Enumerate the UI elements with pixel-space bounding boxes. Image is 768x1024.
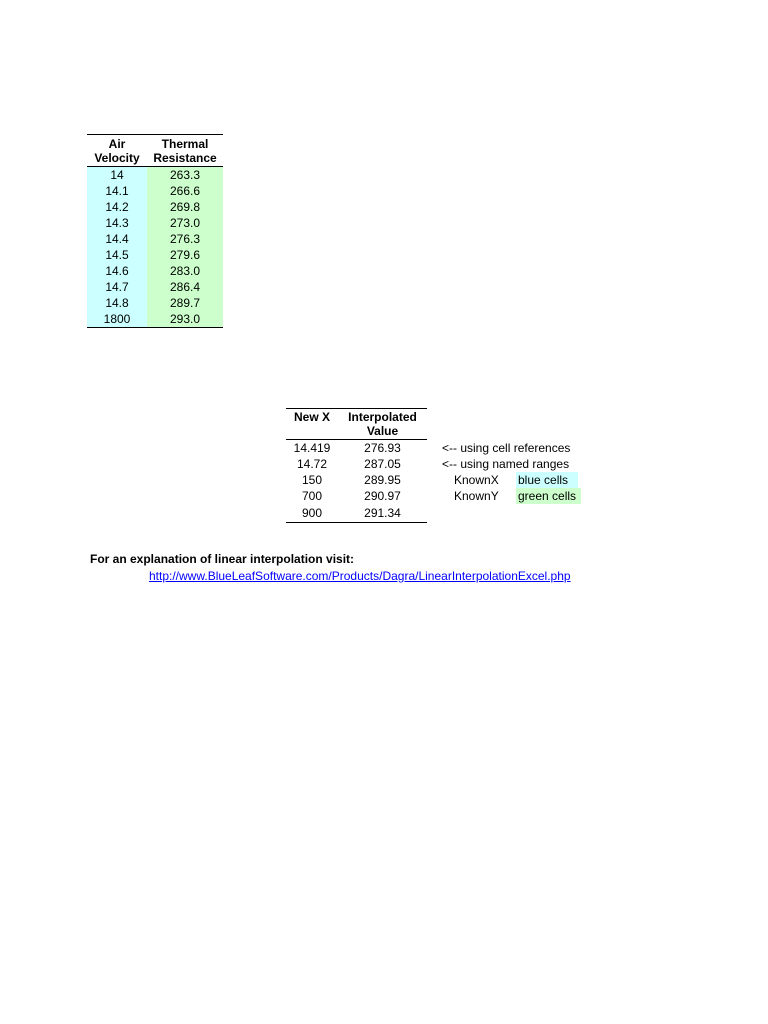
header-new-x-label: New X bbox=[293, 410, 330, 424]
green-cells-swatch: green cells bbox=[516, 488, 581, 504]
header-air-velocity-line2: Velocity bbox=[94, 151, 140, 165]
explanation-text: For an explanation of linear interpolation visit: bbox=[90, 552, 355, 566]
interpolation-link[interactable]: http://www.BlueLeafSoftware.com/Products/Dagra/LinearInterpolationExcel.php bbox=[149, 569, 571, 583]
known-y-cell[interactable]: 273.0 bbox=[147, 215, 223, 231]
interpolation-table bbox=[286, 408, 427, 523]
known-data-header bbox=[87, 135, 223, 167]
known-y-cell[interactable]: 269.8 bbox=[147, 199, 223, 215]
known-x-cell[interactable]: 1800 bbox=[87, 311, 147, 327]
table-row bbox=[286, 504, 427, 522]
header-air-velocity bbox=[87, 135, 147, 166]
known-y-cell[interactable]: 276.3 bbox=[147, 231, 223, 247]
table-row bbox=[286, 456, 427, 472]
known-data-table bbox=[87, 134, 223, 328]
note-cell-references: <-- using cell references bbox=[442, 441, 571, 455]
known-x-cell[interactable]: 14.2 bbox=[87, 199, 147, 215]
interpolated-cell[interactable]: 289.95 bbox=[364, 473, 401, 487]
table-row bbox=[87, 247, 223, 263]
known-x-cell[interactable]: 14.6 bbox=[87, 263, 147, 279]
new-x-cell[interactable]: 14.419 bbox=[293, 441, 331, 455]
table-row bbox=[286, 440, 427, 456]
interpolated-cell[interactable]: 287.05 bbox=[364, 457, 401, 471]
header-thermal-resistance bbox=[147, 135, 223, 166]
blue-cells-swatch: blue cells bbox=[516, 472, 578, 488]
known-data-rows bbox=[87, 167, 223, 327]
header-air-velocity-line1: Air bbox=[108, 137, 126, 151]
known-y-cell[interactable]: 286.4 bbox=[147, 279, 223, 295]
table-row bbox=[286, 472, 427, 488]
table-row bbox=[286, 488, 427, 504]
table-row bbox=[87, 279, 223, 295]
header-new-x bbox=[286, 409, 338, 439]
known-x-cell[interactable]: 14.7 bbox=[87, 279, 147, 295]
known-y-cell[interactable]: 289.7 bbox=[147, 295, 223, 311]
table-row bbox=[87, 231, 223, 247]
known-y-cell[interactable]: 263.3 bbox=[147, 167, 223, 183]
new-x-cell[interactable]: 150 bbox=[301, 473, 323, 487]
label-known-y: KnownY bbox=[454, 489, 499, 503]
known-y-cell[interactable]: 293.0 bbox=[147, 311, 223, 327]
table-row bbox=[87, 183, 223, 199]
header-interpolated-value bbox=[338, 409, 427, 439]
header-interpolated-line1: Interpolated bbox=[348, 410, 417, 424]
known-x-cell[interactable]: 14.8 bbox=[87, 295, 147, 311]
new-x-cell[interactable]: 700 bbox=[301, 489, 323, 503]
new-x-cell[interactable]: 14.72 bbox=[296, 457, 328, 471]
table-row bbox=[87, 215, 223, 231]
known-y-cell[interactable]: 266.6 bbox=[147, 183, 223, 199]
note-named-ranges: <-- using named ranges bbox=[442, 457, 570, 471]
table-row bbox=[87, 167, 223, 183]
interpolated-cell[interactable]: 276.93 bbox=[364, 441, 401, 455]
known-y-cell[interactable]: 279.6 bbox=[147, 247, 223, 263]
known-y-cell[interactable]: 283.0 bbox=[147, 263, 223, 279]
known-x-cell[interactable]: 14.1 bbox=[87, 183, 147, 199]
interpolated-cell[interactable]: 290.97 bbox=[364, 489, 401, 503]
known-x-cell[interactable]: 14.4 bbox=[87, 231, 147, 247]
new-x-cell[interactable]: 900 bbox=[301, 506, 323, 520]
header-thermal-resistance-line1: Thermal bbox=[161, 137, 209, 151]
header-interpolated-line2: Value bbox=[366, 424, 399, 438]
table-row bbox=[87, 199, 223, 215]
interpolated-cell[interactable]: 291.34 bbox=[364, 506, 401, 520]
table-row bbox=[87, 263, 223, 279]
known-x-cell[interactable]: 14 bbox=[87, 167, 147, 183]
interpolation-header bbox=[286, 409, 427, 440]
header-thermal-resistance-line2: Resistance bbox=[153, 151, 217, 165]
table-row bbox=[87, 295, 223, 311]
known-x-cell[interactable]: 14.3 bbox=[87, 215, 147, 231]
label-known-x: KnownX bbox=[454, 473, 499, 487]
table-row bbox=[87, 311, 223, 327]
known-x-cell[interactable]: 14.5 bbox=[87, 247, 147, 263]
